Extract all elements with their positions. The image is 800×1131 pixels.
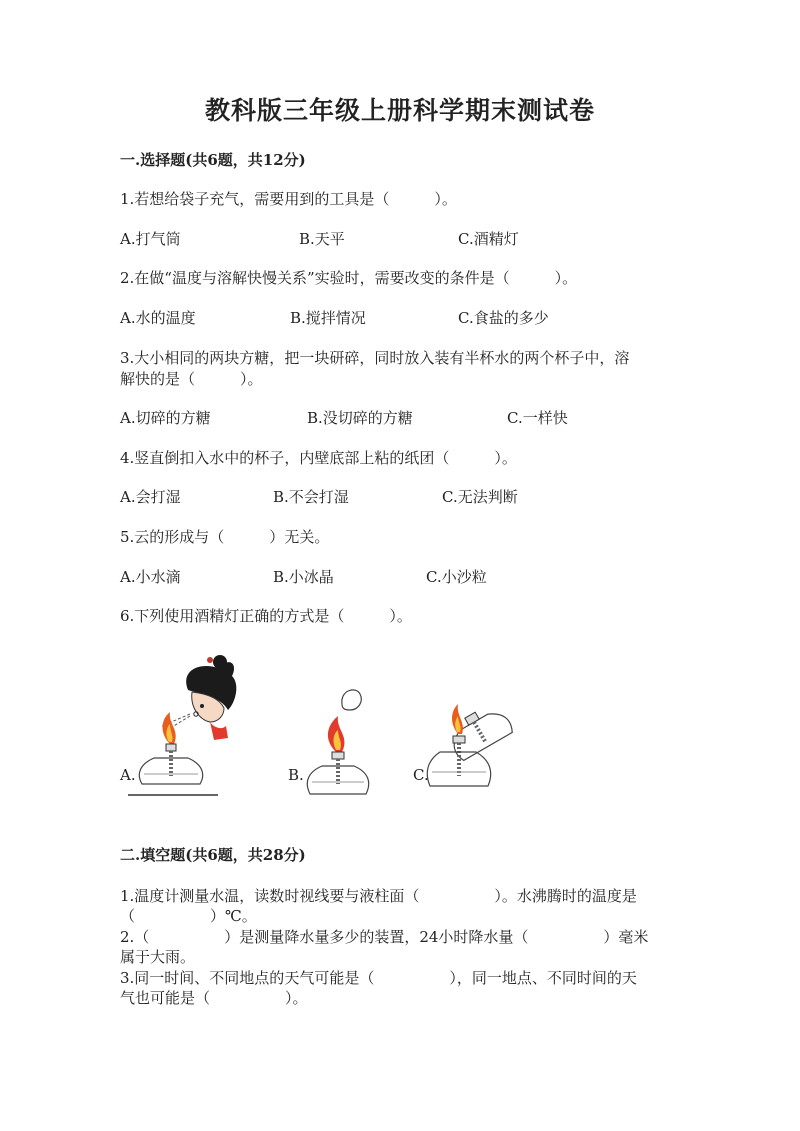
page-title: 教科版三年级上册科学期末测试卷 xyxy=(204,96,595,125)
question-3-stem-line-1: 3.大小相同的两块方糖，把一块研碎，同时放入装有半杯水的两个杯子中，溶 xyxy=(120,349,630,367)
question-6-option-c: C. xyxy=(413,766,429,784)
question-6-stem: 6.下列使用酒精灯正确的方式是（ ）。 xyxy=(120,607,412,625)
section-heading-fill-in: 二.填空题(共6题，共28分) xyxy=(120,846,306,864)
fill-question-line: 3.同一时间、不同地点的天气可能是（ ），同一地点、不同时间的天 xyxy=(120,969,637,987)
fill-question-line: 2.（ ）是测量降水量多少的装置，24小时降水量（ ）毫米 xyxy=(120,928,649,946)
question-2-option-a: A.水的温度 xyxy=(120,309,196,327)
girl-blowing-lamp-figure xyxy=(128,655,236,795)
fill-question-line: 1.温度计测量水温，读数时视线要与液柱面（ ）。水沸腾时的温度是 xyxy=(120,887,637,905)
question-1-stem: 1.若想给袋子充气，需要用到的工具是（ ）。 xyxy=(120,190,457,208)
question-3-option-b: B.没切碎的方糖 xyxy=(307,409,413,427)
question-5-option-b: B.小冰晶 xyxy=(273,568,334,586)
question-3-option-a: A.切碎的方糖 xyxy=(120,409,211,427)
question-5-option-a: A.小水滴 xyxy=(120,568,181,586)
question-4-option-c: C.无法判断 xyxy=(442,488,518,506)
question-1-option-b: B.天平 xyxy=(299,230,345,248)
alcohol-lamp-figures xyxy=(110,650,530,800)
question-2-stem: 2.在做“温度与溶解快慢关系”实验时，需要改变的条件是（ ）。 xyxy=(120,269,578,287)
question-4-option-a: A.会打湿 xyxy=(120,488,181,506)
lamp-lighting-lamp-figure xyxy=(427,700,514,786)
question-3-option-c: C.一样快 xyxy=(507,409,568,427)
lamp-with-cap-figure xyxy=(307,690,368,794)
question-6-option-b: B. xyxy=(288,766,304,784)
question-2-option-c: C.食盐的多少 xyxy=(458,309,549,327)
question-6-option-a: A. xyxy=(120,766,136,784)
fill-question-line: 气也可能是（ ）。 xyxy=(120,989,308,1007)
fill-question-line: （ ）℃。 xyxy=(120,907,257,925)
question-4-option-b: B.不会打湿 xyxy=(273,488,349,506)
question-5-option-c: C.小沙粒 xyxy=(426,568,487,586)
question-5-stem: 5.云的形成与（ ）无关。 xyxy=(120,528,330,546)
question-2-option-b: B.搅拌情况 xyxy=(290,309,366,327)
question-1-option-c: C.酒精灯 xyxy=(458,230,519,248)
question-4-stem: 4.竖直倒扣入水中的杯子，内壁底部上粘的纸团（ ）。 xyxy=(120,449,517,467)
question-1-option-a: A.打气筒 xyxy=(120,230,181,248)
fill-question-line: 属于大雨。 xyxy=(120,948,196,966)
section-heading-choice: 一.选择题(共6题，共12分) xyxy=(120,151,306,169)
question-3-stem-line-2: 解快的是（ ）。 xyxy=(120,370,263,388)
